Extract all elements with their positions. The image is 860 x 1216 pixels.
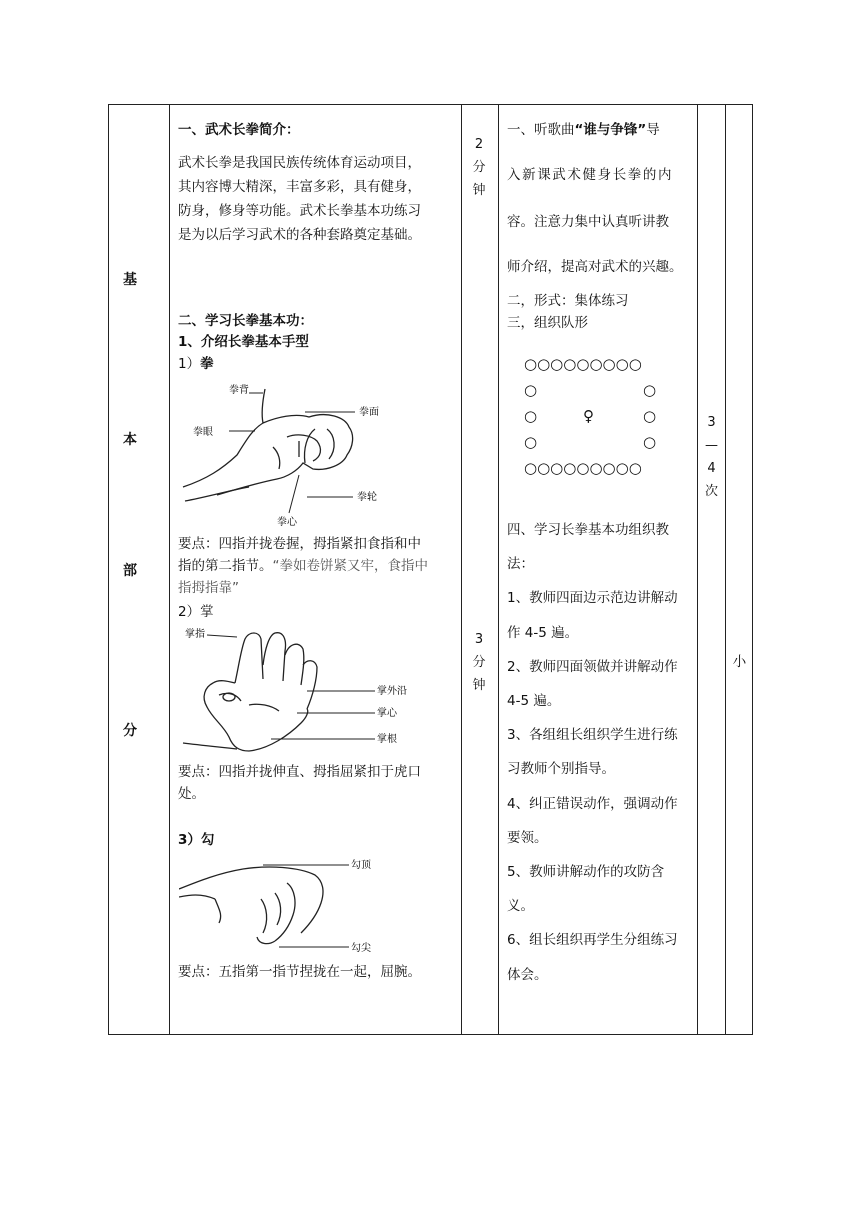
step-line: 6、组长组织再学生分组练习: [507, 932, 678, 949]
method-text: 导: [646, 122, 660, 138]
teacher-symbol: ♀: [583, 407, 594, 425]
time-unit: 钟: [472, 678, 486, 693]
step-line: 体会。: [507, 966, 548, 983]
hook-label: 3）勾: [178, 832, 215, 848]
col-divider: [725, 105, 726, 1034]
section-char: 分: [123, 723, 137, 739]
lesson-table: [108, 104, 753, 1035]
col-divider: [697, 105, 698, 1034]
method-line-2: 入新课武术健身长拳的内: [507, 167, 674, 183]
intro-paragraph: [178, 151, 458, 247]
formation-side-left: ○: [524, 433, 538, 451]
heading-basics: 二、学习长拳基本功：: [178, 313, 313, 329]
reps-min: 3: [707, 415, 716, 430]
time-value: 2: [474, 137, 484, 152]
formation-side-right: ○: [643, 407, 657, 425]
time-intro: [470, 133, 488, 202]
step-line: 习教师个别指导。: [507, 761, 615, 778]
method-text: 一、听歌曲: [507, 122, 575, 138]
col-divider: [461, 105, 462, 1034]
fist-keypoints: [178, 533, 458, 599]
time-basics: [470, 628, 488, 697]
fist-part-wheel: 拳轮: [357, 492, 377, 503]
intensity-value: 小: [732, 654, 747, 670]
song-title: “谁与争锋”: [574, 122, 647, 138]
method-line-4: 师介绍，提高对武术的兴趣。: [507, 259, 683, 275]
palm-part-outer-edge: 掌外沿: [377, 686, 407, 697]
fist-rhyme: “拳如卷饼紧又牢，食指中: [272, 558, 428, 574]
section-char: 本: [123, 432, 137, 448]
hook-keypoints: 要点：五指第一指节捏拢在一起，屈腕。: [178, 964, 421, 980]
hook-illustration: [179, 853, 419, 953]
step-line: 5、教师讲解动作的攻防含: [507, 864, 665, 881]
step-line: 义。: [507, 898, 534, 915]
formation-side-left: ○: [524, 381, 538, 399]
method-form: 二，形式：集体练习: [507, 293, 629, 309]
step-line: 3、各组组长组织学生进行练: [507, 727, 678, 744]
palm-part-fingers: 掌指: [185, 629, 205, 640]
fist-part-face: 拳面: [359, 407, 379, 418]
fist-keypoint-line: 要点：四指并拢卷握，拇指紧扣食指和中: [178, 536, 421, 552]
palm-keypoint-line: 要点：四指并拢伸直、拇指屈紧扣于虎口: [178, 764, 421, 780]
reps-max: 4: [707, 461, 716, 476]
fist-part-back: 拳背: [229, 385, 249, 396]
time-value: 3: [474, 632, 484, 647]
formation-top-row: ○○○○○○○○○: [524, 355, 642, 373]
formation-side-right: ○: [643, 433, 657, 451]
fist-keypoint-line: 指的第二指节。: [178, 558, 273, 574]
intro-line: 防身，修身等功能。武术长拳基本功练习: [178, 203, 421, 219]
palm-keypoints: [178, 761, 458, 805]
hook-part-tip: 勾尖: [351, 943, 371, 953]
step-line: 1、教师四面边示范边讲解动: [507, 590, 678, 607]
subheading-hand-shapes: 1、介绍长拳基本手型: [178, 334, 309, 350]
col-divider: [498, 105, 499, 1034]
method-org: 三，组织队形: [507, 315, 588, 331]
fist-illustration: [177, 379, 447, 529]
reps-dash: —: [705, 438, 718, 453]
palm-part-root: 掌根: [377, 734, 397, 745]
step-line: 四、学习长拳基本功组织教: [507, 522, 669, 538]
section-char: 基: [123, 272, 137, 288]
step-line: 要领。: [507, 829, 548, 846]
fist-rhyme-end: 指拇指靠”: [178, 580, 239, 596]
step-line: 法：: [507, 556, 534, 573]
palm-part-center: 掌心: [377, 708, 397, 719]
reps-count: [698, 411, 725, 503]
step-line: 4、纠正错误动作，强调动作: [507, 795, 678, 812]
method-steps: [507, 513, 697, 992]
step-line: 4-5 遍。: [507, 693, 561, 710]
fist-label-name: 拳: [200, 356, 214, 372]
reps-unit: 次: [704, 484, 718, 499]
heading-intro: 一、武术长拳简介：: [178, 122, 300, 138]
step-line: 作 4-5 遍。: [507, 624, 579, 641]
intro-line: 其内容博大精深，丰富多彩，具有健身，: [178, 179, 421, 195]
step-line: 2、教师四面领做并讲解动作: [507, 658, 678, 675]
hook-part-top: 勾顶: [351, 860, 371, 871]
palm-illustration: [179, 625, 419, 755]
time-unit: 分: [472, 160, 486, 175]
fist-label-num: 1）: [178, 356, 201, 372]
fist-part-eye: 拳眼: [193, 427, 213, 438]
time-unit: 分: [472, 655, 486, 670]
intro-line: 是为以后学习武术的各种套路奠定基础。: [178, 227, 421, 243]
col-divider: [169, 105, 170, 1034]
formation-side-left: ○: [524, 407, 538, 425]
intro-line: 武术长拳是我国民族传统体育运动项目，: [178, 155, 421, 171]
formation-bottom-row: ○○○○○○○○○: [524, 459, 642, 477]
time-unit: 钟: [472, 183, 486, 198]
formation-side-right: ○: [643, 381, 657, 399]
method-line-1: [507, 119, 697, 141]
fist-label: [178, 353, 214, 375]
section-char: 部: [123, 563, 137, 579]
method-line-3: 容。注意力集中认真听讲教: [507, 214, 669, 230]
palm-keypoint-line: 处。: [178, 786, 205, 802]
fist-part-heart: 拳心: [277, 517, 297, 528]
palm-label: 2）掌: [178, 604, 214, 620]
